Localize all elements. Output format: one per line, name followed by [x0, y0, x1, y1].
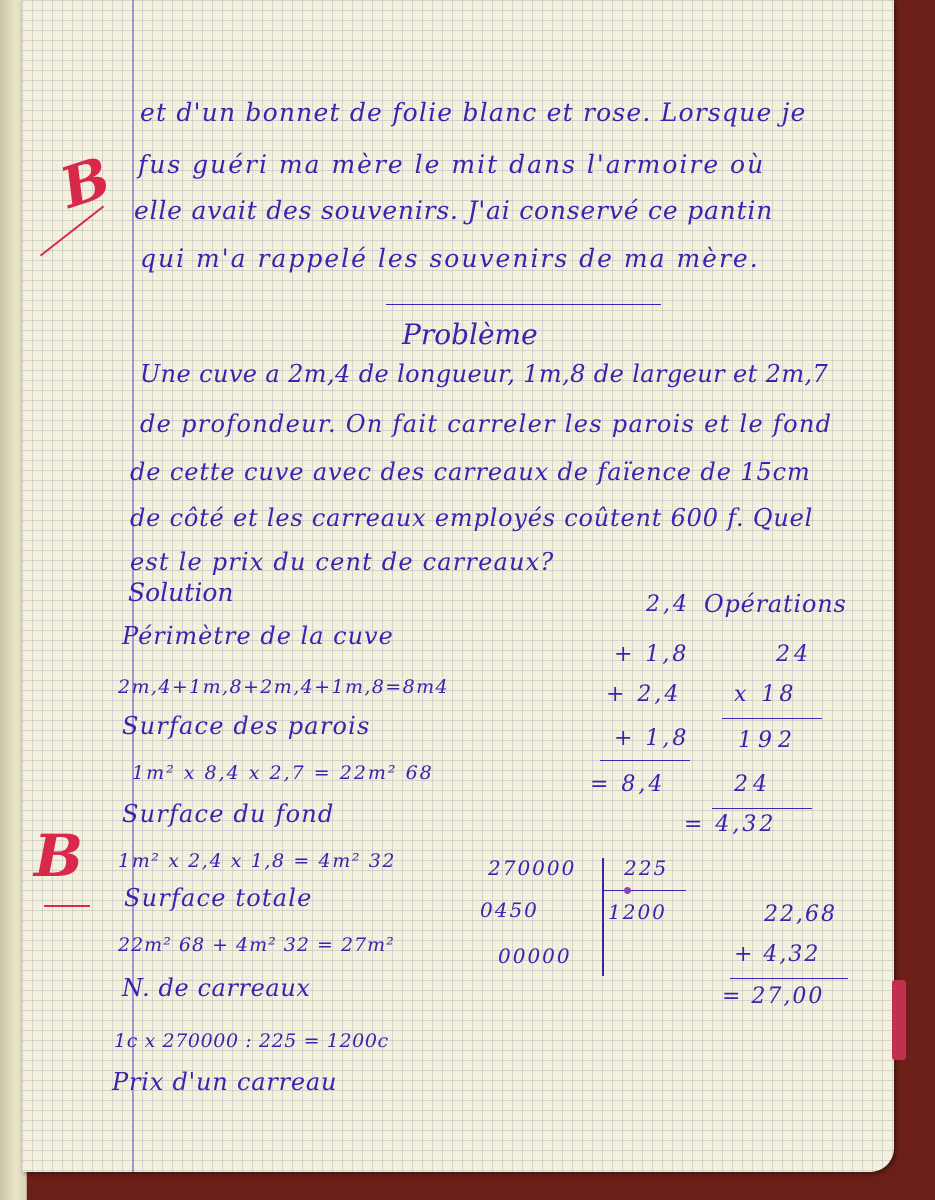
solution-line-1: Périmètre de la cuve	[122, 622, 394, 650]
addition-line-4: + 1,8	[614, 726, 690, 751]
solution-title: Solution	[128, 578, 234, 607]
addition-result: = 8,4	[590, 772, 666, 797]
solution-line-9: N. de carreaux	[122, 974, 311, 1002]
operations-title: Opérations	[704, 590, 847, 618]
multiplication-result: = 4,32	[684, 812, 777, 837]
problem-line-5: est le prix du cent de carreaux?	[130, 548, 555, 576]
division-dividend-1: 270000	[488, 856, 577, 880]
addition-line-3: + 2,4	[606, 682, 682, 707]
problem-title: Problème	[402, 318, 538, 351]
solution-line-3: Surface des parois	[122, 712, 371, 740]
problem-line-3: de cette cuve avec des carreaux de faïence de 15cm	[130, 458, 811, 486]
red-mark-bottom-underline	[44, 905, 90, 907]
multiplication-rule-2	[712, 808, 812, 809]
multiplication-line-2: x 18	[734, 682, 798, 707]
addition-rule	[600, 760, 690, 761]
multiplication-line-3: 192	[738, 728, 798, 753]
sum-line-2: + 4,32	[734, 942, 821, 967]
division-horizontal-bar	[602, 890, 686, 891]
sum-result: = 27,00	[722, 984, 825, 1009]
solution-line-11: Prix d'un carreau	[112, 1068, 338, 1096]
addition-line-1: 2,4	[646, 592, 690, 617]
text-line-2: fus guéri ma mère le mit dans l'armoire où	[138, 150, 766, 179]
red-mark-top: B	[52, 144, 119, 222]
division-dividend-3: 00000	[498, 944, 572, 968]
division-dot	[624, 887, 631, 894]
text-line-1: et d'un bonnet de folie blanc et rose. Lorsque je	[140, 98, 807, 127]
division-dividend-2: 0450	[480, 898, 539, 922]
division-quotient: 1200	[608, 900, 667, 924]
multiplication-line-4: 24	[734, 772, 772, 797]
addition-line-2: + 1,8	[614, 642, 690, 667]
ribbon-bookmark	[892, 980, 906, 1060]
separator-line	[386, 304, 661, 305]
problem-line-2: de profondeur. On fait carreler les parois et le fond	[140, 410, 833, 438]
division-vertical-bar	[602, 858, 604, 976]
text-line-3: elle avait des souvenirs. J'ai conservé ce pantin	[134, 196, 774, 225]
problem-line-1: Une cuve a 2m,4 de longueur, 1m,8 de largeur et 2m,7	[140, 360, 829, 388]
red-mark-bottom: B	[34, 822, 84, 890]
solution-line-7: Surface totale	[124, 884, 313, 912]
solution-line-4: 1m² x 8,4 x 2,7 = 22m² 68	[132, 762, 434, 784]
sum-line-1: 22,68	[764, 902, 837, 927]
multiplication-line-1: 24	[776, 642, 812, 667]
notebook-page	[22, 0, 894, 1172]
solution-line-10: 1c x 270000 : 225 = 1200c	[114, 1030, 389, 1052]
text-line-4: qui m'a rappelé les souvenirs de ma mère.	[140, 244, 760, 273]
sum-rule	[730, 978, 848, 979]
solution-line-5: Surface du fond	[122, 800, 335, 828]
solution-line-6: 1m² x 2,4 x 1,8 = 4m² 32	[118, 850, 397, 872]
multiplication-rule-1	[722, 718, 822, 719]
solution-line-8: 22m² 68 + 4m² 32 = 27m²	[118, 934, 395, 956]
solution-line-2: 2m,4+1m,8+2m,4+1m,8=8m4	[118, 676, 450, 698]
division-divisor: 225	[624, 856, 669, 880]
problem-line-4: de côté et les carreaux employés coûtent 600 f. Quel	[130, 504, 814, 532]
